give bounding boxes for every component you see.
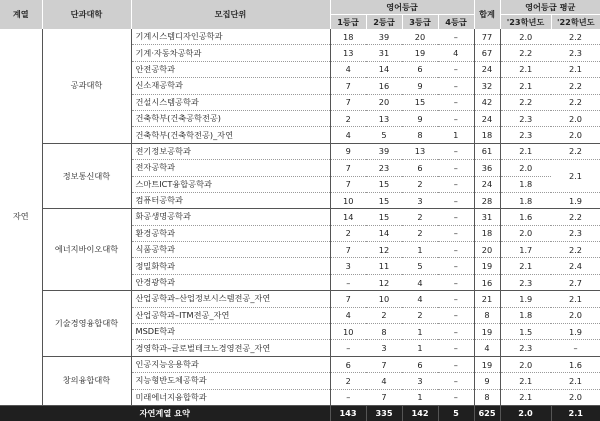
grade-2-count: 39: [366, 29, 402, 45]
grade-1-count: 10: [330, 192, 366, 208]
grade-3-count: 1: [402, 242, 438, 258]
grade-4-count: –: [438, 307, 474, 323]
avg-2022: 2.0: [551, 110, 600, 126]
avg-2023: 2.3: [500, 110, 551, 126]
grade-2-count: 20: [366, 94, 402, 110]
unit-name: 건축학부(건축학전공)_자연: [131, 127, 330, 143]
total-count: 16: [474, 274, 500, 290]
unit-name: 산업공학과–ITM전공_자연: [131, 307, 330, 323]
grade-1-count: 2: [330, 373, 366, 389]
avg-2022: 2.3: [551, 225, 600, 241]
grade-3-count: 20: [402, 29, 438, 45]
unit-name: 지능형반도체공학과: [131, 373, 330, 389]
grade-2-count: 15: [366, 209, 402, 225]
header-grade-3: 3등급: [402, 15, 438, 30]
avg-2023: 1.8: [500, 176, 551, 192]
grade-3-count: 9: [402, 78, 438, 94]
avg-2023: 1.7: [500, 242, 551, 258]
summary-grade-2: 335: [366, 405, 402, 421]
unit-name: 기계시스템디자인공학과: [131, 29, 330, 45]
grade-3-count: 1: [402, 324, 438, 340]
total-count: 9: [474, 373, 500, 389]
summary-avg-2023: 2.0: [500, 405, 551, 421]
grade-3-count: 1: [402, 340, 438, 356]
avg-2022: 2.1: [551, 373, 600, 389]
grade-3-count: 2: [402, 225, 438, 241]
summary-grade-1: 143: [330, 405, 366, 421]
grade-4-count: –: [438, 291, 474, 307]
grade-4-count: –: [438, 209, 474, 225]
grade-4-count: –: [438, 94, 474, 110]
grade-3-count: 1: [402, 389, 438, 405]
unit-name: 전기정보공학과: [131, 143, 330, 159]
avg-2023: 1.8: [500, 192, 551, 208]
table-row: [0, 29, 600, 45]
avg-2022: 2.4: [551, 258, 600, 274]
table-row: [0, 291, 600, 307]
grade-1-count: –: [330, 389, 366, 405]
total-count: 61: [474, 143, 500, 159]
grade-2-count: 8: [366, 324, 402, 340]
grade-1-count: 10: [330, 324, 366, 340]
avg-2023: 1.8: [500, 307, 551, 323]
grade-1-count: 14: [330, 209, 366, 225]
grade-1-count: 7: [330, 242, 366, 258]
grade-4-count: –: [438, 143, 474, 159]
unit-name: 화공생명공학과: [131, 209, 330, 225]
grade-4-count: –: [438, 373, 474, 389]
grade-1-count: 7: [330, 78, 366, 94]
grade-1-count: 2: [330, 225, 366, 241]
header-year-22: '22학년도: [551, 15, 600, 30]
grade-2-count: 2: [366, 307, 402, 323]
avg-2022: 2.0: [551, 127, 600, 143]
avg-2022: 2.1: [551, 160, 600, 193]
header-grade-2: 2등급: [366, 15, 402, 30]
unit-name: 컴퓨터공학과: [131, 192, 330, 208]
grade-1-count: –: [330, 340, 366, 356]
avg-2023: 2.1: [500, 389, 551, 405]
total-count: 19: [474, 356, 500, 372]
total-count: 20: [474, 242, 500, 258]
total-count: 18: [474, 127, 500, 143]
header-grade-1: 1등급: [330, 15, 366, 30]
unit-name: 정밀화학과: [131, 258, 330, 274]
summary-label: 자연계열 요약: [0, 405, 330, 421]
grade-3-count: 13: [402, 143, 438, 159]
unit-name: 전자공학과: [131, 160, 330, 176]
grade-2-count: 7: [366, 356, 402, 372]
unit-name: 건설시스템공학과: [131, 94, 330, 110]
grade-2-count: 14: [366, 225, 402, 241]
table-row: [0, 143, 600, 159]
avg-2022: 2.3: [551, 45, 600, 61]
grade-3-count: 2: [402, 307, 438, 323]
grade-3-count: 8: [402, 127, 438, 143]
unit-name: 신소재공학과: [131, 78, 330, 94]
unit-name: 산업공학과–산업정보시스템전공_자연: [131, 291, 330, 307]
total-count: 19: [474, 324, 500, 340]
table-row: [0, 209, 600, 225]
unit-name: 환경공학과: [131, 225, 330, 241]
grade-1-count: 4: [330, 307, 366, 323]
avg-2023: 2.1: [500, 61, 551, 77]
grade-2-count: 16: [366, 78, 402, 94]
college-cell: 공과대학: [42, 29, 131, 143]
grade-1-count: 2: [330, 110, 366, 126]
grade-4-count: 1: [438, 127, 474, 143]
grade-2-count: 5: [366, 127, 402, 143]
summary-total: 625: [474, 405, 500, 421]
total-count: 19: [474, 258, 500, 274]
grade-1-count: 7: [330, 160, 366, 176]
grade-1-count: 9: [330, 143, 366, 159]
table-row: [0, 356, 600, 372]
summary-grade-3: 142: [402, 405, 438, 421]
grade-4-count: –: [438, 274, 474, 290]
unit-name: 기계·자동차공학과: [131, 45, 330, 61]
grade-4-count: –: [438, 61, 474, 77]
grade-4-count: 4: [438, 45, 474, 61]
avg-2022: –: [551, 340, 600, 356]
category-cell: 자연: [0, 29, 42, 405]
total-count: 24: [474, 176, 500, 192]
avg-2023: 2.1: [500, 373, 551, 389]
grade-4-count: –: [438, 340, 474, 356]
grade-2-count: 15: [366, 192, 402, 208]
grade-4-count: –: [438, 78, 474, 94]
header-college: 단과대학: [42, 0, 131, 29]
grade-3-count: 3: [402, 192, 438, 208]
grade-3-count: 5: [402, 258, 438, 274]
grade-4-count: –: [438, 192, 474, 208]
avg-2023: 2.1: [500, 258, 551, 274]
unit-name: 인공지능응용학과: [131, 356, 330, 372]
avg-2022: 2.0: [551, 307, 600, 323]
unit-name: 스마트ICT융합공학과: [131, 176, 330, 192]
grade-1-count: 7: [330, 291, 366, 307]
grade-1-count: 4: [330, 127, 366, 143]
grade-2-count: 14: [366, 61, 402, 77]
grade-3-count: 6: [402, 61, 438, 77]
total-count: 28: [474, 192, 500, 208]
grade-4-count: –: [438, 160, 474, 176]
total-count: 24: [474, 110, 500, 126]
grade-1-count: 18: [330, 29, 366, 45]
grade-1-count: 3: [330, 258, 366, 274]
avg-2023: 1.5: [500, 324, 551, 340]
grade-4-count: –: [438, 242, 474, 258]
total-count: 31: [474, 209, 500, 225]
avg-2023: 2.2: [500, 94, 551, 110]
grade-2-count: 11: [366, 258, 402, 274]
avg-2022: 2.1: [551, 291, 600, 307]
avg-2022: 2.2: [551, 94, 600, 110]
header-unit: 모집단위: [131, 0, 330, 29]
grade-3-count: 15: [402, 94, 438, 110]
total-count: 24: [474, 61, 500, 77]
grade-4-count: –: [438, 225, 474, 241]
table-body: [0, 29, 600, 421]
total-count: 21: [474, 291, 500, 307]
grade-3-count: 2: [402, 209, 438, 225]
avg-2023: 2.0: [500, 160, 551, 176]
grade-4-count: –: [438, 389, 474, 405]
avg-2022: 1.9: [551, 192, 600, 208]
unit-name: 안전공학과: [131, 61, 330, 77]
grade-2-count: 7: [366, 389, 402, 405]
avg-2022: 2.7: [551, 274, 600, 290]
grade-2-count: 12: [366, 274, 402, 290]
total-count: 36: [474, 160, 500, 176]
total-count: 4: [474, 340, 500, 356]
grade-1-count: 13: [330, 45, 366, 61]
avg-2023: 1.6: [500, 209, 551, 225]
grade-2-count: 3: [366, 340, 402, 356]
grade-1-count: –: [330, 274, 366, 290]
header-average: 영어등급 평균: [500, 0, 600, 15]
avg-2022: 2.2: [551, 242, 600, 258]
college-cell: 에너지바이오대학: [42, 209, 131, 291]
grade-4-count: –: [438, 29, 474, 45]
grade-3-count: 4: [402, 274, 438, 290]
grade-2-count: 15: [366, 176, 402, 192]
grade-3-count: 9: [402, 110, 438, 126]
grade-1-count: 7: [330, 94, 366, 110]
header-english-grade: 영어등급: [330, 0, 474, 15]
summary-avg-2022: 2.1: [551, 405, 600, 421]
unit-name: 식품공학과: [131, 242, 330, 258]
total-count: 77: [474, 29, 500, 45]
avg-2023: 2.0: [500, 356, 551, 372]
grade-1-count: 6: [330, 356, 366, 372]
grade-3-count: 19: [402, 45, 438, 61]
total-count: 8: [474, 389, 500, 405]
summary-grade-4: 5: [438, 405, 474, 421]
grade-4-count: –: [438, 110, 474, 126]
avg-2023: 2.1: [500, 143, 551, 159]
grade-3-count: 6: [402, 160, 438, 176]
grade-2-count: 12: [366, 242, 402, 258]
unit-name: 경영학과–글로벌테크노경영전공_자연: [131, 340, 330, 356]
avg-2022: 1.6: [551, 356, 600, 372]
grade-3-count: 4: [402, 291, 438, 307]
total-count: 32: [474, 78, 500, 94]
avg-2023: 2.0: [500, 225, 551, 241]
avg-2022: 2.2: [551, 209, 600, 225]
unit-name: MSDE학과: [131, 324, 330, 340]
grade-3-count: 2: [402, 176, 438, 192]
grade-4-count: –: [438, 356, 474, 372]
avg-2023: 2.0: [500, 29, 551, 45]
avg-2022: 2.2: [551, 143, 600, 159]
grade-2-count: 4: [366, 373, 402, 389]
college-cell: 기술경영융합대학: [42, 291, 131, 357]
avg-2022: 2.2: [551, 78, 600, 94]
unit-name: 건축학부(건축공학전공): [131, 110, 330, 126]
grade-4-count: –: [438, 258, 474, 274]
avg-2023: 2.1: [500, 78, 551, 94]
grade-1-count: 7: [330, 176, 366, 192]
total-count: 42: [474, 94, 500, 110]
summary-row: [0, 405, 600, 421]
avg-2023: 1.9: [500, 291, 551, 307]
avg-2022: 2.1: [551, 61, 600, 77]
grade-2-count: 23: [366, 160, 402, 176]
header-grade-4: 4등급: [438, 15, 474, 30]
college-cell: 정보통신대학: [42, 143, 131, 209]
header-total: 합계: [474, 0, 500, 29]
avg-2022: 1.9: [551, 324, 600, 340]
grade-2-count: 10: [366, 291, 402, 307]
avg-2023: 2.3: [500, 127, 551, 143]
header-category: 계열: [0, 0, 42, 29]
grade-3-count: 3: [402, 373, 438, 389]
grade-2-count: 39: [366, 143, 402, 159]
college-cell: 창의융합대학: [42, 356, 131, 405]
total-count: 67: [474, 45, 500, 61]
grade-4-count: –: [438, 324, 474, 340]
total-count: 8: [474, 307, 500, 323]
grade-2-count: 13: [366, 110, 402, 126]
grade-4-count: –: [438, 176, 474, 192]
grade-1-count: 4: [330, 61, 366, 77]
avg-2023: 2.2: [500, 45, 551, 61]
grade-2-count: 31: [366, 45, 402, 61]
unit-name: 안경광학과: [131, 274, 330, 290]
avg-2023: 2.3: [500, 274, 551, 290]
grade-3-count: 6: [402, 356, 438, 372]
total-count: 18: [474, 225, 500, 241]
avg-2022: 2.2: [551, 29, 600, 45]
avg-2022: 2.0: [551, 389, 600, 405]
header-year-23: '23학년도: [500, 15, 551, 30]
unit-name: 미래에너지융합학과: [131, 389, 330, 405]
avg-2023: 2.3: [500, 340, 551, 356]
